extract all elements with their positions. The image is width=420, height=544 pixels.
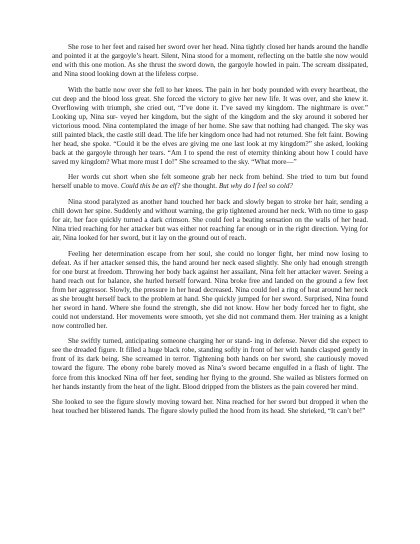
paragraph-1: She rose to her feet and raised her sword over her head. Nina tightly closed her hands around the handle and pointed it at the gargoyle’s heart. Silent, Nina stood for a moment, reflecting on the battle she now would end with this one motion. As she thrust the sword down, the gargoyle howled in pain. The scream dissipated, and Nina stood looking down at the lifeless corpse. bbox=[52, 43, 368, 79]
paragraph-3 bbox=[52, 173, 368, 191]
paragraph-4: Nina stood paralyzed as another hand touched her back and slowly began to stroke her hair, sending a chill down her spine. Suddenly and without warning, the grip tightened around her neck. With no time to gasp for air, her face quickly turned a dark crimson. She could feel a beating sensation on the walls of her head. Nina tried reaching for her attacker but was either not reaching far enough or in the right direction. Vying for air, Nina looked for her sword, but it lay on the ground out of reach. bbox=[52, 197, 368, 243]
paragraph-3-italic-thought-2: But why do I feel so cold? bbox=[218, 182, 293, 191]
paragraph-3-text-middle: she thought. bbox=[180, 182, 219, 191]
paragraph-2: With the battle now over she fell to her knees. The pain in her body pounded with every heartbeat, the cut deep and the blood loss great. She forced the victory to give her new life. It was over, and she knew it. Overflowing with triumph, she cried out, “I’ve done it. I’ve saved my kingdom. The nightmare is over.” Looking up, Nina sur- veyed her kingdom, but the sight of the kingdom and the sky around it sobered her victorious mood. Nina contemplated the image of her home. She saw that nothing had changed. The sky was still painted black, the castle still dead. The life her kingdom once had had not returned. She felt faint. Bowing her head, she spoke. “Could it be the elves are giving me one last look at my kingdom?” she asked, looking back at the gargoyle through her tears. “Am I to spend the rest of eternity thinking about how I could have saved my kingdom? What more must I do!” She screamed to the sky. “What more—” bbox=[52, 85, 368, 166]
paragraph-3-italic-thought-1: Could this be an elf? bbox=[120, 182, 181, 191]
paragraph-5: Feeling her determination escape from her soul, she could no longer fight, her mind now losing to defeat. As if her attacker sensed this, the hand around her neck eased slightly. She only had enough strength for one burst at freedom. Throwing her body back against her assailant, Nina felt her attacker waver. Seeing a hand reach out for balance, she hurled herself forward. Nina broke free and landed on the ground a few feet from her aggressor. Slowly, the pressure in her head decreased. Nina could feel a ring of heat around her neck as she brought herself back to the problem at hand. She quickly jumped for her sword. Surprised, Nina found her sword in hand. Where she found the strength, she did not know. How her body forced her to fight, she could not understand. Her movements were smooth, yet she did not command them. Her training as a knight now controlled her. bbox=[52, 249, 368, 330]
paragraph-7: She looked to see the figure slowly moving toward her. Nina reached for her sword but dropped it when the heat touched her blistered hands. The figure slowly pulled the hood from its head. She shrieked, “It can’t be!” bbox=[52, 397, 368, 416]
paragraph-3-text: Her words cut short when she felt someone grab her neck from behind. She tried to turn but found herself unable to move. bbox=[52, 173, 368, 191]
paragraph-6: She swiftly turned, anticipating someone charging her or stand- ing in defense. Never did she expect to see the dreaded figure. It filled a huge black robe, standing softly in front of her with hands clasped gently in front of its dark being. She screamed in terror. Tightening both hands on her sword, she cautiously moved toward the figure. The ebony robe barely moved as Nina’s sword became engulfed in a flash of light. The force from this knocked Nina off her feet, sending her flying to the ground. She wailed as blisters formed on her hands instantly from the heat of the light. Blood dripped from the blisters as the pain covered her mind. bbox=[52, 337, 368, 391]
